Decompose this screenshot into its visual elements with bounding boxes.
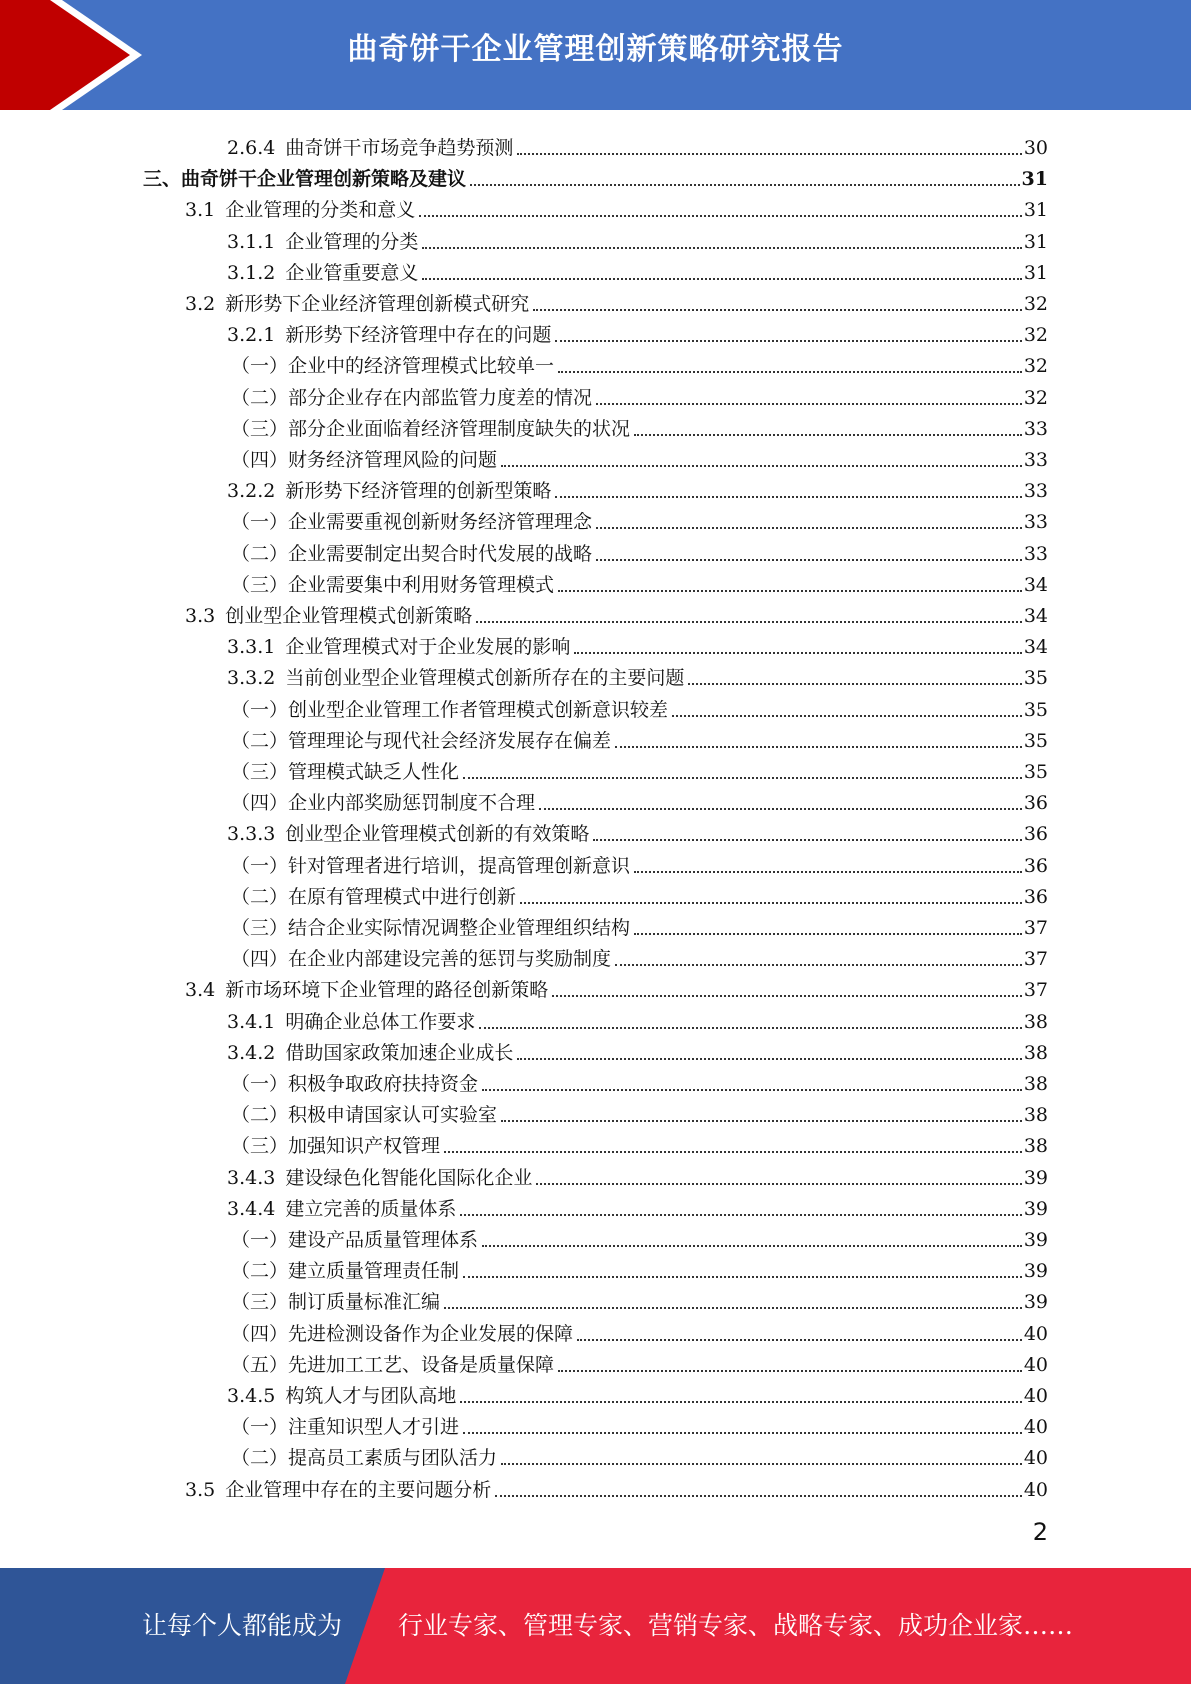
- page-number: 2: [1032, 1518, 1048, 1546]
- toc-leader-dots: [444, 1150, 1022, 1153]
- toc-leader-dots: [634, 932, 1022, 935]
- toc-entry-number: 3.4.1: [227, 1011, 276, 1033]
- toc-entry-number: 3.4.3: [227, 1167, 276, 1189]
- toc-entry[interactable]: [231, 346, 1048, 377]
- footer-slogan-left: 让每个人都能成为: [142, 1611, 343, 1640]
- toc-entry-title: 企业管重要意义: [285, 262, 419, 284]
- toc-entry-page: 37: [1023, 979, 1048, 1001]
- header-title: 曲奇饼干企业管理创新策略研究报告: [347, 32, 844, 67]
- toc-entry-title: （二）企业需要制定出契合时代发展的战略: [231, 543, 593, 565]
- toc-entry-page: 39: [1023, 1167, 1048, 1189]
- toc-entry-title: 三、曲奇饼干企业管理创新策略及建议: [143, 168, 467, 190]
- toc-entry-page: 36: [1023, 855, 1048, 877]
- toc-entry-page: 31: [1023, 231, 1048, 253]
- toc-leader-dots: [596, 558, 1022, 561]
- toc-entry[interactable]: [231, 534, 1048, 565]
- toc-entry-title: 新形势下经济管理的创新型策略: [285, 480, 552, 502]
- toc-leader-dots: [593, 838, 1021, 841]
- toc-entry[interactable]: [231, 690, 1048, 721]
- toc-entry[interactable]: [231, 565, 1048, 596]
- toc-entry-title: 企业管理的分类和意义: [225, 199, 416, 221]
- toc-entry[interactable]: [143, 159, 1048, 190]
- toc-entry[interactable]: [231, 846, 1048, 877]
- toc-entry-page: 34: [1023, 605, 1048, 627]
- toc-entry-number: 3.3.1: [227, 636, 276, 658]
- toc-entry[interactable]: [227, 627, 1048, 658]
- toc-entry-number: 3.1.2: [227, 262, 276, 284]
- toc-leader-dots: [577, 1338, 1022, 1341]
- toc-entry[interactable]: [231, 1126, 1048, 1157]
- toc-entry-page: 35: [1023, 761, 1048, 783]
- toc-entry-page: 33: [1023, 543, 1048, 565]
- toc-entry-page: 40: [1023, 1385, 1048, 1407]
- toc-entry[interactable]: [231, 783, 1048, 814]
- toc-entry[interactable]: [227, 1002, 1048, 1033]
- toc-entry-page: 33: [1023, 480, 1048, 502]
- toc-leader-dots: [536, 1182, 1021, 1185]
- toc-leader-dots: [470, 183, 1020, 186]
- toc-entry-title: 创业型企业管理模式创新策略: [225, 605, 473, 627]
- toc-entry-number: 3.3: [185, 605, 216, 627]
- toc-leader-dots: [552, 994, 1022, 997]
- toc-leader-dots: [517, 152, 1021, 155]
- toc-entry-title: （四）在企业内部建设完善的惩罚与奖励制度: [231, 948, 612, 970]
- toc-leader-dots: [422, 277, 1021, 280]
- toc-leader-dots: [482, 1088, 1022, 1091]
- toc-entry-page: 38: [1023, 1104, 1048, 1126]
- toc-leader-dots: [558, 370, 1022, 373]
- toc-entry-page: 38: [1023, 1073, 1048, 1095]
- toc-entry[interactable]: [231, 1064, 1048, 1095]
- toc-leader-dots: [558, 589, 1022, 592]
- toc-entry-number: 2.6.4: [227, 137, 276, 159]
- toc-entry-page: 38: [1023, 1011, 1048, 1033]
- toc-entry-title: （四）企业内部奖励惩罚制度不合理: [231, 792, 536, 814]
- toc-entry[interactable]: [231, 1407, 1048, 1438]
- toc-leader-dots: [520, 901, 1022, 904]
- toc-entry-page: 40: [1023, 1323, 1048, 1345]
- toc-entry-title: （四）先进检测设备作为企业发展的保障: [231, 1323, 574, 1345]
- toc-leader-dots: [615, 745, 1022, 748]
- toc-entry[interactable]: [185, 1470, 1048, 1501]
- toc-leader-dots: [444, 1306, 1022, 1309]
- toc-entry-page: 32: [1023, 324, 1048, 346]
- toc-entry[interactable]: [231, 752, 1048, 783]
- page-header: [0, 0, 1191, 110]
- toc-entry-title: 构筑人才与团队高地: [285, 1385, 457, 1407]
- toc-entry-page: 32: [1023, 293, 1048, 315]
- toc-entry[interactable]: [231, 1095, 1048, 1126]
- toc-leader-dots: [476, 620, 1022, 623]
- footer-slogan-right: 行业专家、管理专家、营销专家、战略专家、成功企业家……: [398, 1611, 1074, 1640]
- toc-entry-page: 36: [1023, 886, 1048, 908]
- toc-leader-dots: [596, 526, 1022, 529]
- toc-entry[interactable]: [227, 222, 1048, 253]
- toc-entry-title: 新形势下经济管理中存在的问题: [285, 324, 552, 346]
- toc-entry-number: 3.2.1: [227, 324, 276, 346]
- toc-leader-dots: [555, 339, 1021, 342]
- toc-entry-page: 30: [1023, 137, 1048, 159]
- toc-leader-dots: [463, 776, 1022, 779]
- toc-leader-dots: [533, 308, 1022, 311]
- toc-entry-title: 当前创业型企业管理模式创新所存在的主要问题: [285, 667, 685, 689]
- toc-entry-page: 32: [1023, 355, 1048, 377]
- toc-entry-number: 3.2.2: [227, 480, 276, 502]
- toc-leader-dots: [463, 1275, 1022, 1278]
- toc-entry-number: 3.1: [185, 199, 216, 221]
- toc-entry-title: （二）建立质量管理责任制: [231, 1260, 460, 1282]
- toc-entry-page: 33: [1023, 511, 1048, 533]
- toc-entry-page: 37: [1023, 948, 1048, 970]
- toc-entry[interactable]: [231, 721, 1048, 752]
- toc-entry-page: 40: [1023, 1416, 1048, 1438]
- toc-entry-number: 3.4.4: [227, 1198, 276, 1220]
- toc-entry-title: （三）加强知识产权管理: [231, 1135, 441, 1157]
- toc-entry-title: 借助国家政策加速企业成长: [285, 1042, 514, 1064]
- toc-entry[interactable]: [185, 970, 1048, 1001]
- toc-entry[interactable]: [231, 939, 1048, 970]
- toc-entry[interactable]: [231, 1220, 1048, 1251]
- toc-leader-dots: [501, 464, 1022, 467]
- toc-leader-dots: [460, 1213, 1021, 1216]
- toc-entry[interactable]: [185, 284, 1048, 315]
- toc-entry-page: 31: [1023, 262, 1048, 284]
- toc-leader-dots: [479, 1026, 1021, 1029]
- toc-leader-dots: [501, 1119, 1022, 1122]
- toc-entry-title: 企业管理模式对于企业发展的影响: [285, 636, 571, 658]
- toc-entry-title: （三）企业需要集中利用财务管理模式: [231, 574, 555, 596]
- toc-leader-dots: [539, 807, 1022, 810]
- toc-leader-dots: [495, 1494, 1022, 1497]
- toc-entry-title: （一）创业型企业管理工作者管理模式创新意识较差: [231, 699, 669, 721]
- toc-entry[interactable]: [227, 253, 1048, 284]
- toc-entry-title: （一）积极争取政府扶持资金: [231, 1073, 479, 1095]
- toc-entry[interactable]: [231, 409, 1048, 440]
- toc-leader-dots: [422, 246, 1021, 249]
- toc-entry[interactable]: [185, 596, 1048, 627]
- toc-entry-title: （二）在原有管理模式中进行创新: [231, 886, 517, 908]
- toc-entry[interactable]: [227, 315, 1048, 346]
- toc-entry-title: （一）企业中的经济管理模式比较单一: [231, 355, 555, 377]
- toc-entry-page: 31: [1021, 168, 1048, 190]
- toc-entry[interactable]: [227, 1033, 1048, 1064]
- toc-entry-number: 3.4.2: [227, 1042, 276, 1064]
- toc-entry-number: 3.3.2: [227, 667, 276, 689]
- toc-entry[interactable]: [227, 1376, 1048, 1407]
- toc-entry-page: 40: [1023, 1447, 1048, 1469]
- toc-entry[interactable]: [231, 1314, 1048, 1345]
- toc-entry-title: 曲奇饼干市场竞争趋势预测: [285, 137, 514, 159]
- toc-entry-page: 33: [1023, 418, 1048, 440]
- toc-entry-page: 36: [1023, 823, 1048, 845]
- toc-entry-page: 39: [1023, 1260, 1048, 1282]
- toc-entry-title: （五）先进加工工艺、设备是质量保障: [231, 1354, 555, 1376]
- toc-leader-dots: [596, 402, 1022, 405]
- toc-entry-page: 39: [1023, 1229, 1048, 1251]
- toc-leader-dots: [574, 651, 1021, 654]
- toc-leader-dots: [517, 1057, 1021, 1060]
- toc-leader-dots: [558, 1369, 1022, 1372]
- toc-entry[interactable]: [231, 1438, 1048, 1469]
- toc-entry[interactable]: [227, 658, 1048, 689]
- toc-entry-title: 新市场环境下企业管理的路径创新策略: [225, 979, 549, 1001]
- toc-entry[interactable]: [227, 1158, 1048, 1189]
- toc-entry-page: 40: [1023, 1354, 1048, 1376]
- toc-entry-number: 3.4: [185, 979, 216, 1001]
- toc-entry-page: 39: [1023, 1291, 1048, 1313]
- toc-leader-dots: [615, 963, 1022, 966]
- toc-entry-title: （四）财务经济管理风险的问题: [231, 449, 498, 471]
- toc-entry-number: 3.5: [185, 1479, 216, 1501]
- toc-entry[interactable]: [227, 1189, 1048, 1220]
- toc-entry-number: 3.1.1: [227, 231, 276, 253]
- toc-entry-number: 3.2: [185, 293, 216, 315]
- toc-entry-title: （二）积极申请国家认可实验室: [231, 1104, 498, 1126]
- toc-entry-number: 3.3.3: [227, 823, 276, 845]
- toc-entry-page: 34: [1023, 636, 1048, 658]
- toc-entry-title: 明确企业总体工作要求: [285, 1011, 476, 1033]
- toc-entry-page: 38: [1023, 1042, 1048, 1064]
- toc-entry-page: 40: [1023, 1479, 1048, 1501]
- toc-leader-dots: [501, 1462, 1022, 1465]
- toc-entry-page: 35: [1023, 667, 1048, 689]
- toc-entry-title: （三）结合企业实际情况调整企业管理组织结构: [231, 917, 631, 939]
- toc-entry-title: 新形势下企业经济管理创新模式研究: [225, 293, 530, 315]
- toc-entry-page: 35: [1023, 730, 1048, 752]
- toc-entry-title: 创业型企业管理模式创新的有效策略: [285, 823, 590, 845]
- toc-entry-page: 36: [1023, 792, 1048, 814]
- page-footer: [0, 1568, 1191, 1684]
- toc-leader-dots: [460, 1400, 1021, 1403]
- toc-leader-dots: [419, 214, 1022, 217]
- toc-entry-title: 企业管理中存在的主要问题分析: [225, 1479, 492, 1501]
- toc-entry[interactable]: [227, 128, 1048, 159]
- toc-entry-title: 建立完善的质量体系: [285, 1198, 457, 1220]
- toc-entry-title: （二）管理理论与现代社会经济发展存在偏差: [231, 730, 612, 752]
- toc-leader-dots: [688, 682, 1021, 685]
- toc-entry-page: 31: [1023, 199, 1048, 221]
- toc-entry-number: 3.4.5: [227, 1385, 276, 1407]
- toc-entry[interactable]: [231, 502, 1048, 533]
- toc-entry-page: 39: [1023, 1198, 1048, 1220]
- toc-leader-dots: [672, 714, 1022, 717]
- toc-entry-page: 33: [1023, 449, 1048, 471]
- toc-entry[interactable]: [231, 1282, 1048, 1313]
- toc-entry-page: 37: [1023, 917, 1048, 939]
- toc-entry[interactable]: [231, 1345, 1048, 1376]
- toc-entry-title: （三）部分企业面临着经济管理制度缺失的状况: [231, 418, 631, 440]
- toc-entry[interactable]: [227, 471, 1048, 502]
- toc-leader-dots: [555, 495, 1021, 498]
- toc-entry-title: （三）管理模式缺乏人性化: [231, 761, 460, 783]
- toc-entry[interactable]: [231, 440, 1048, 471]
- toc-entry-title: （二）部分企业存在内部监管力度差的情况: [231, 387, 593, 409]
- toc-entry-page: 35: [1023, 699, 1048, 721]
- toc-entry[interactable]: [185, 190, 1048, 221]
- toc-entry-title: 企业管理的分类: [285, 231, 419, 253]
- toc-entry-title: （一）企业需要重视创新财务经济管理理念: [231, 511, 593, 533]
- toc-entry-page: 38: [1023, 1135, 1048, 1157]
- toc-entry[interactable]: [231, 877, 1048, 908]
- toc-entry-page: 34: [1023, 574, 1048, 596]
- toc-entry-title: （二）提高员工素质与团队活力: [231, 1447, 498, 1469]
- toc-entry-title: 建设绿色化智能化国际化企业: [285, 1167, 533, 1189]
- toc-entry-title: （一）建设产品质量管理体系: [231, 1229, 479, 1251]
- toc-entry[interactable]: [231, 378, 1048, 409]
- toc-entry-title: （一）针对管理者进行培训，提高管理创新意识: [231, 855, 631, 877]
- toc-entry-title: （三）制订质量标准汇编: [231, 1291, 441, 1313]
- toc-leader-dots: [463, 1431, 1022, 1434]
- toc-entry[interactable]: [227, 814, 1048, 845]
- toc-entry[interactable]: [231, 908, 1048, 939]
- toc-leader-dots: [634, 870, 1022, 873]
- toc-entry-page: 32: [1023, 387, 1048, 409]
- toc-leader-dots: [482, 1244, 1022, 1247]
- toc-entry[interactable]: [231, 1251, 1048, 1282]
- toc-leader-dots: [634, 433, 1022, 436]
- toc-entry-title: （一）注重知识型人才引进: [231, 1416, 460, 1438]
